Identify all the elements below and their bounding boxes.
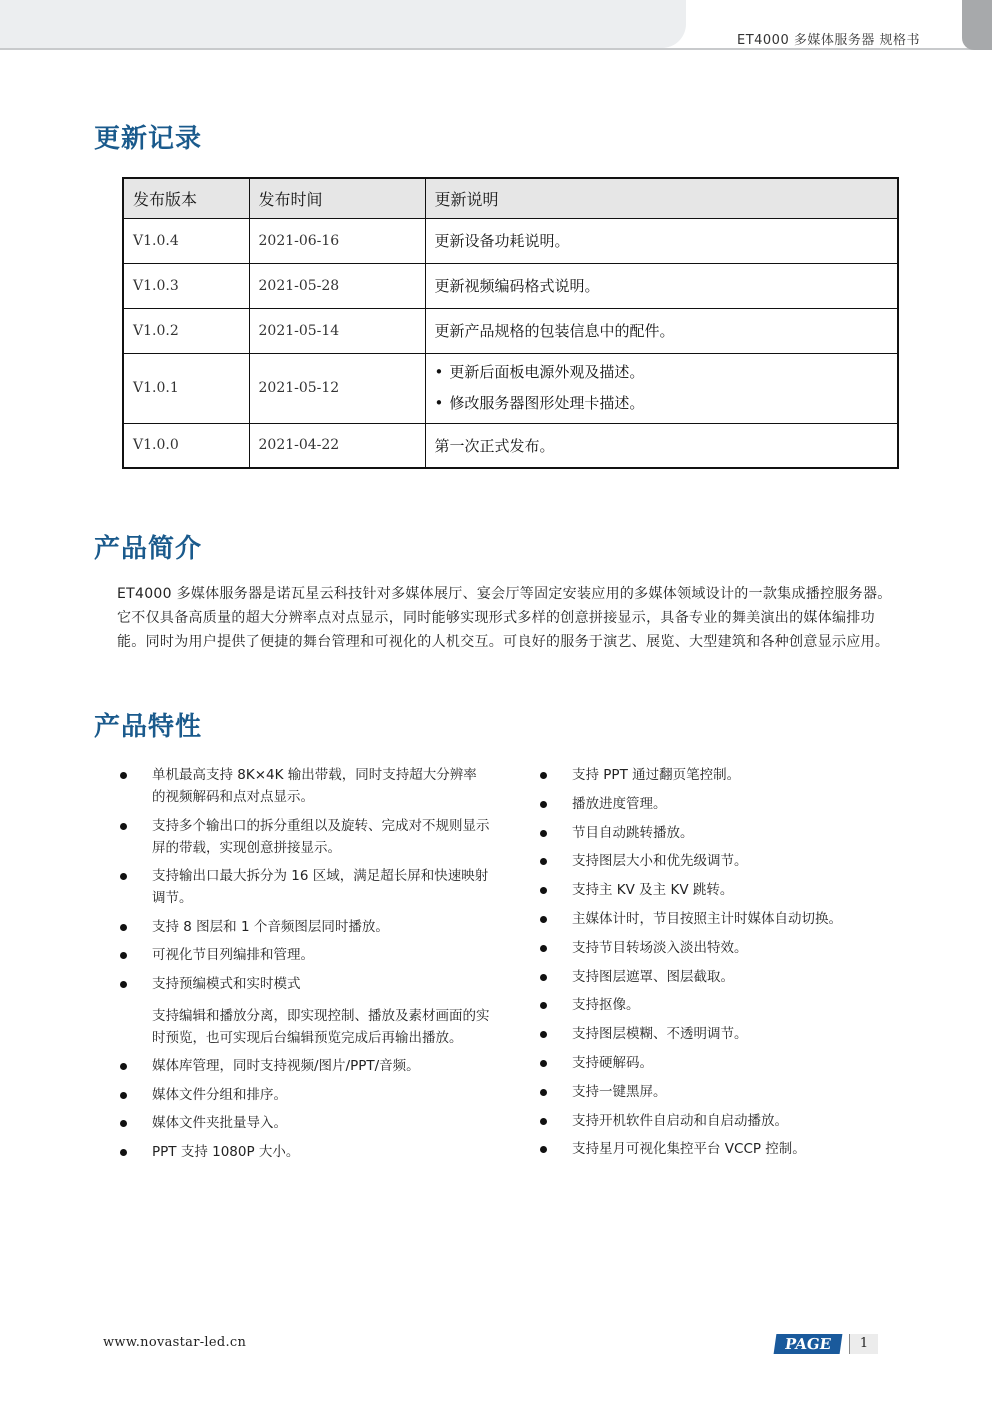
bullet-icon [540, 916, 547, 923]
feature-text: 支持开机软件自启动和自启动播放。 [572, 1112, 788, 1129]
bullet-icon [540, 1060, 547, 1067]
table-row [123, 423, 898, 468]
bullet-icon [120, 981, 127, 988]
feature-text: 支持多个输出口的拆分重组以及旋转、完成对不规则显示屏的带载，实现创意拼接显示。 [152, 817, 490, 856]
note-bullet-item: • 更新后面板电源外观及描述。 [435, 357, 898, 388]
note-bullet-item: • 修改服务器图形处理卡描述。 [435, 388, 898, 419]
feature-item [120, 865, 490, 909]
feature-item [120, 916, 490, 938]
footer-website: www.novastar-led.cn [103, 1335, 247, 1350]
feature-text: 支持星月可视化集控平台 VCCP 控制。 [572, 1141, 806, 1158]
bullet-icon [540, 1089, 547, 1096]
table-row [123, 353, 898, 423]
feature-text: 支持预编模式和实时模式 [152, 975, 301, 992]
feature-text: 支持一键黑屏。 [572, 1083, 667, 1100]
date-cell: 2021-06-16 [249, 218, 425, 263]
header-band [0, 0, 686, 48]
feature-text: 支持硬解码。 [572, 1054, 653, 1071]
version-cell: V1.0.2 [123, 308, 249, 353]
table-row [123, 218, 898, 263]
feature-item [120, 1055, 490, 1077]
feature-item [540, 1052, 920, 1074]
page-label: PAGE [774, 1334, 843, 1354]
bullet-icon [120, 1120, 127, 1127]
bullet-icon [540, 974, 547, 981]
feature-item [540, 822, 920, 844]
product-intro-heading: 产品简介 [94, 534, 203, 564]
feature-item [540, 1110, 920, 1132]
feature-subtext: 支持编辑和播放分离，即实现控制、播放及素材画面的实时预览，也可实现后台编辑预览完成后再输出播放。 [152, 1007, 490, 1046]
table-row [123, 263, 898, 308]
feature-text: 播放进度管理。 [572, 795, 667, 812]
feature-text: 支持 PPT 通过翻页笔控制。 [572, 767, 741, 783]
revision-history-heading: 更新记录 [94, 124, 203, 154]
feature-text: 节目自动跳转播放。 [572, 824, 694, 841]
feature-text: 媒体文件夹批量导入。 [152, 1115, 287, 1131]
revision-table-body [123, 218, 898, 468]
bullet-icon [540, 1031, 547, 1038]
feature-text: 支持 8 图层和 1 个音频图层同时播放。 [152, 918, 389, 935]
bullet-icon [540, 830, 547, 837]
feature-text: 支持输出口最大拆分为 16 区域，满足超长屏和快速映射调节。 [152, 868, 489, 906]
table-header-row [123, 178, 898, 218]
version-cell: V1.0.1 [123, 353, 249, 423]
notes-cell [425, 353, 898, 423]
bullet-icon [120, 1149, 127, 1156]
header-corner-tab [962, 0, 992, 50]
feature-item [540, 937, 920, 959]
feature-item [540, 908, 920, 930]
feature-item [540, 1023, 920, 1045]
bullet-icon [120, 952, 127, 959]
notes-cell: 更新设备功耗说明。 [425, 218, 898, 263]
notes-cell: 更新产品规格的包装信息中的配件。 [425, 308, 898, 353]
version-cell: V1.0.3 [123, 263, 249, 308]
feature-item [540, 1081, 920, 1103]
notes-cell: 更新视频编码格式说明。 [425, 263, 898, 308]
feature-item [120, 1084, 490, 1106]
col-header-date: 发布时间 [249, 178, 425, 218]
feature-item [540, 994, 920, 1016]
bullet-icon [540, 801, 547, 808]
bullet-icon [540, 1002, 547, 1009]
bullet-icon [120, 1063, 127, 1070]
feature-text: 主媒体计时，节目按照主计时媒体自动切换。 [572, 910, 842, 927]
header-divider [0, 48, 992, 50]
bullet-icon [120, 772, 127, 779]
feature-text: 支持图层大小和优先级调节。 [572, 853, 748, 870]
bullet-icon [120, 924, 127, 931]
col-header-notes: 更新说明 [425, 178, 898, 218]
feature-item [540, 1138, 920, 1160]
bullet-icon [540, 945, 547, 952]
feature-item [120, 1141, 490, 1163]
bullet-icon [540, 772, 547, 779]
feature-text: 支持节目转场淡入淡出特效。 [572, 939, 748, 956]
bullet-icon [120, 823, 127, 830]
feature-text: 单机最高支持 8K×4K 输出带载，同时支持超大分辨率的视频解码和点对点显示。 [152, 767, 477, 805]
feature-item [120, 973, 490, 1049]
notes-cell: 第一次正式发布。 [425, 423, 898, 468]
bullet-icon [540, 887, 547, 894]
bullet-icon [120, 1092, 127, 1099]
version-cell: V1.0.0 [123, 423, 249, 468]
feature-text: 支持图层遮罩、图层截取。 [572, 968, 734, 985]
feature-item [120, 1112, 490, 1134]
feature-item [120, 815, 490, 859]
feature-item [540, 793, 920, 815]
feature-text: 支持抠像。 [572, 997, 640, 1014]
document-title: ET4000 多媒体服务器 规格书 [736, 33, 920, 48]
feature-item [540, 966, 920, 988]
feature-text: PPT 支持 1080P 大小。 [152, 1143, 300, 1160]
date-cell: 2021-04-22 [249, 423, 425, 468]
features-list-left [120, 764, 490, 1169]
bullet-icon [540, 858, 547, 865]
page-number: 1 [849, 1334, 878, 1354]
feature-text: 支持图层模糊、不透明调节。 [572, 1026, 748, 1043]
table-row [123, 308, 898, 353]
col-header-version: 发布版本 [123, 178, 249, 218]
date-cell: 2021-05-14 [249, 308, 425, 353]
version-cell: V1.0.4 [123, 218, 249, 263]
feature-text: 媒体库管理，同时支持视频/图片/PPT/音频。 [152, 1058, 420, 1074]
revision-table [122, 177, 899, 469]
feature-item [120, 764, 490, 808]
bullet-icon [120, 873, 127, 880]
date-cell: 2021-05-28 [249, 263, 425, 308]
feature-text: 可视化节目列编排和管理。 [152, 947, 314, 963]
feature-item [540, 850, 920, 872]
date-cell: 2021-05-12 [249, 353, 425, 423]
bullet-icon [540, 1146, 547, 1153]
product-features-heading: 产品特性 [94, 712, 203, 742]
feature-item [540, 879, 920, 901]
features-list-right [540, 764, 920, 1167]
bullet-icon [540, 1118, 547, 1125]
feature-text: 支持主 KV 及主 KV 跳转。 [572, 882, 734, 899]
feature-item [120, 944, 490, 966]
feature-text: 媒体文件分组和排序。 [152, 1086, 287, 1103]
feature-item [540, 764, 920, 786]
product-intro-text: ET4000 多媒体服务器是诺瓦星云科技针对多媒体展厅、宴会厅等固定安装应用的多媒体领域设计的一款集成播控服务器。它不仅具备高质量的超大分辨率点对点显示，同时能够实现形式多样的创意拼接显示，具备专业的舞美演出的媒体编排功能。同时为用户提供了便捷的舞台管理和可视化的人机交互。可良好的服务于演艺、展览、大型建筑和各种创意显示应用。 [117, 586, 892, 650]
